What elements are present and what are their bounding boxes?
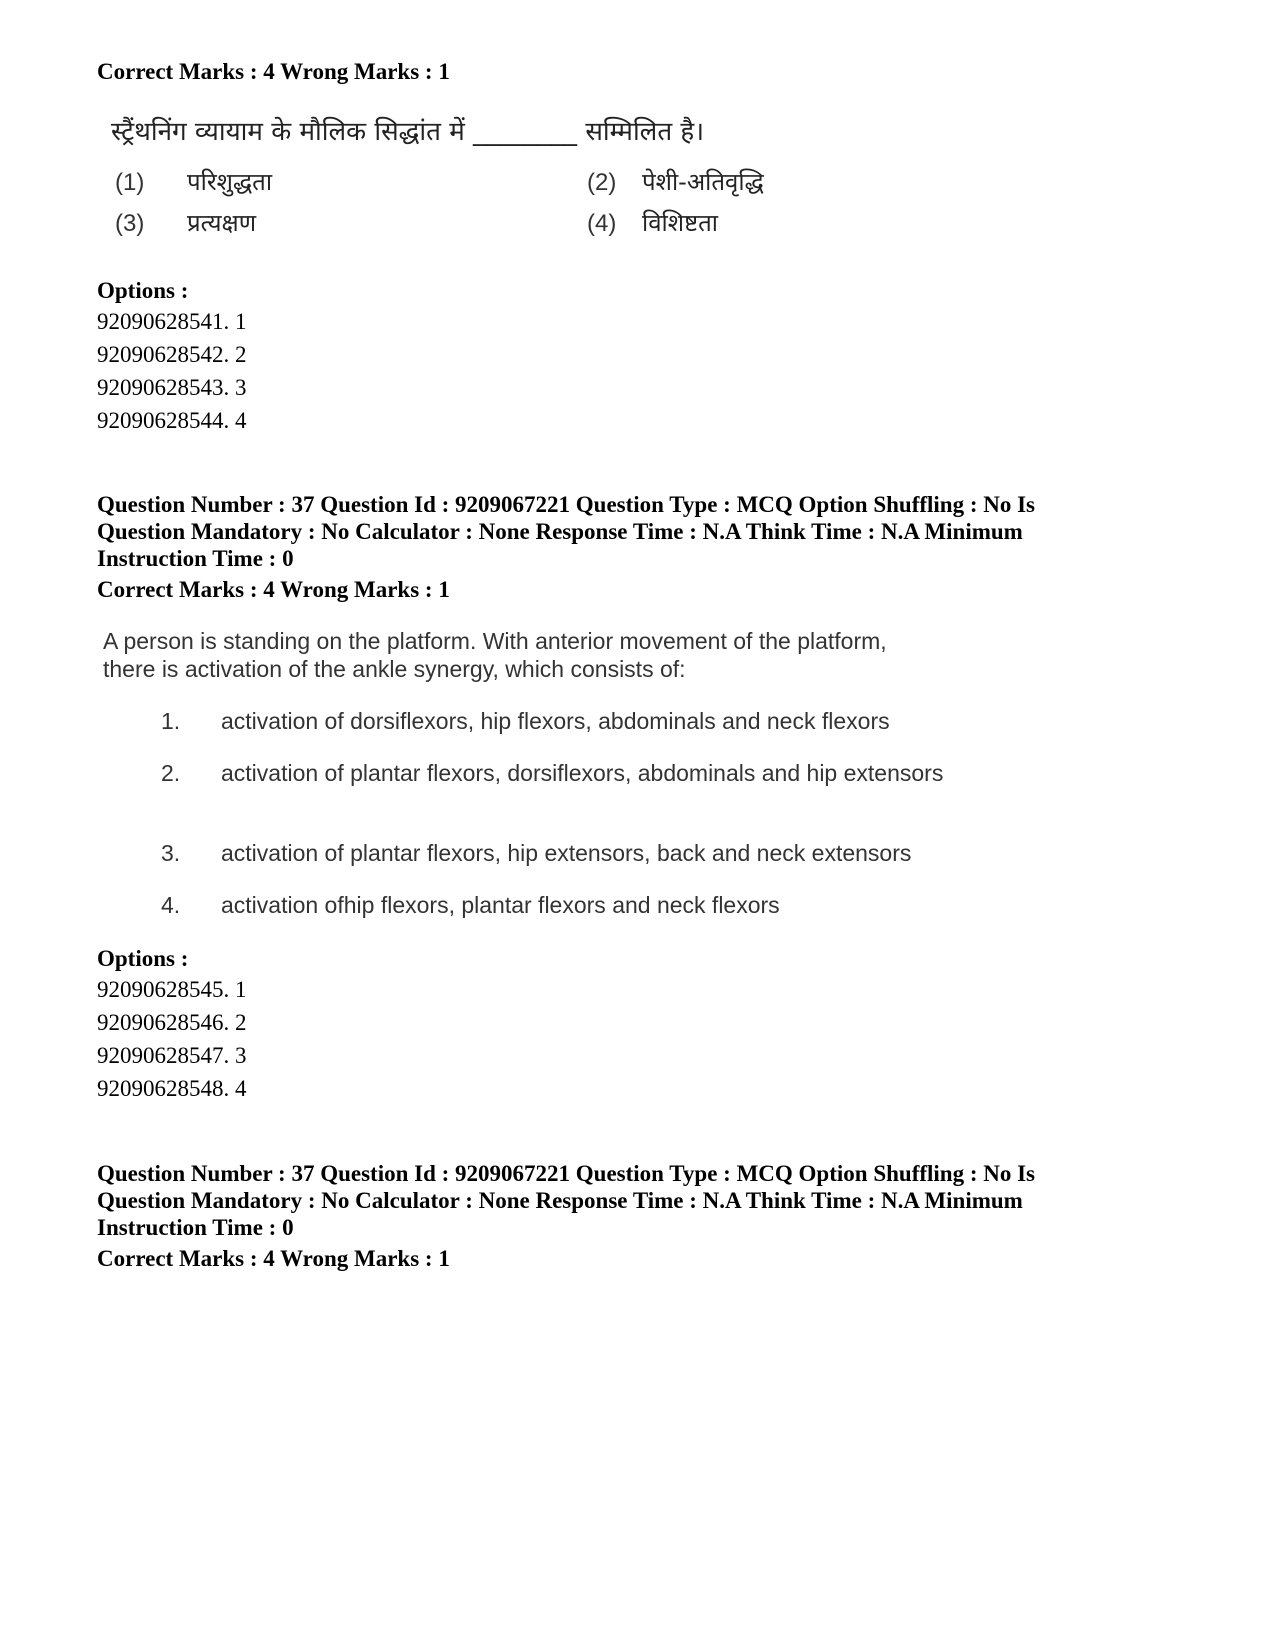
option-item: 92090628548. 4 — [97, 1076, 247, 1101]
option-item: 92090628547. 3 — [97, 1043, 247, 1068]
meta-line: Instruction Time : 0 — [97, 1215, 294, 1240]
option-item: 92090628546. 2 — [97, 1010, 247, 1035]
choice-text: activation of plantar flexors, dorsiflexors, abdominals and hip extensors — [221, 760, 944, 786]
choice-item — [161, 707, 989, 735]
option-item: 92090628545. 1 — [97, 977, 247, 1002]
option-item: 92090628541. 1 — [97, 309, 247, 334]
choice-number: 2. — [161, 760, 181, 786]
meta-line: Question Mandatory : No Calculator : None Response Time : N.A Think Time : N.A Minimum — [97, 1188, 1023, 1213]
options-label: Options : — [97, 278, 189, 303]
stem-line: there is activation of the ankle synergy, which consists of: — [103, 656, 686, 682]
choice-number: 1. — [161, 708, 181, 734]
question-stem — [103, 627, 887, 683]
question-meta — [97, 491, 1197, 572]
choice-text: activation ofhip flexors, plantar flexors and neck flexors — [221, 892, 780, 918]
choice-item — [587, 165, 764, 198]
marks-line: Correct Marks : 4 Wrong Marks : 1 — [97, 1246, 450, 1271]
choice-text: activation of plantar flexors, hip extensors, back and neck extensors — [221, 840, 912, 866]
choice-number: (4) — [587, 210, 617, 237]
choice-text: परिशुद्धता — [187, 168, 273, 196]
choice-item — [161, 891, 989, 919]
meta-line: Question Number : 37 Question Id : 9209067221 Question Type : MCQ Option Shuffling : No Is — [97, 492, 1036, 517]
options-label: Options : — [97, 946, 189, 971]
marks-line: Correct Marks : 4 Wrong Marks : 1 — [97, 577, 450, 602]
choice-number: 3. — [161, 840, 181, 866]
option-item: 92090628544. 4 — [97, 408, 247, 433]
choice-item — [115, 165, 272, 198]
choice-number: (2) — [587, 169, 617, 196]
options-list — [97, 973, 247, 1105]
choice-text: पेशी-अतिवृद्धि — [642, 168, 764, 196]
options-list — [97, 305, 247, 437]
meta-line: Instruction Time : 0 — [97, 546, 294, 571]
option-item: 92090628543. 3 — [97, 375, 247, 400]
choice-number: (1) — [115, 169, 145, 196]
question-image-text: स्ट्रैंथनिंग व्यायाम के मौलिक सिद्धांत में ________ सम्मिलित है। — [111, 117, 705, 147]
choice-item — [161, 759, 989, 787]
choice-item — [115, 206, 256, 239]
meta-line: Question Mandatory : No Calculator : None Response Time : N.A Think Time : N.A Minimum — [97, 519, 1023, 544]
choice-item — [161, 839, 989, 867]
choice-text: activation of dorsiflexors, hip flexors, abdominals and neck flexors — [221, 708, 890, 734]
choice-number: (3) — [115, 210, 145, 237]
marks-line: Correct Marks : 4 Wrong Marks : 1 — [97, 59, 450, 84]
meta-line: Question Number : 37 Question Id : 9209067221 Question Type : MCQ Option Shuffling : No Is — [97, 1161, 1036, 1186]
stem-line: A person is standing on the platform. With anterior movement of the platform, — [103, 628, 887, 654]
question-meta — [97, 1160, 1197, 1241]
option-item: 92090628542. 2 — [97, 342, 247, 367]
choice-item — [587, 206, 718, 239]
choice-text: प्रत्यक्षण — [187, 209, 257, 237]
choice-number: 4. — [161, 892, 181, 918]
choice-text: विशिष्टता — [642, 209, 719, 237]
